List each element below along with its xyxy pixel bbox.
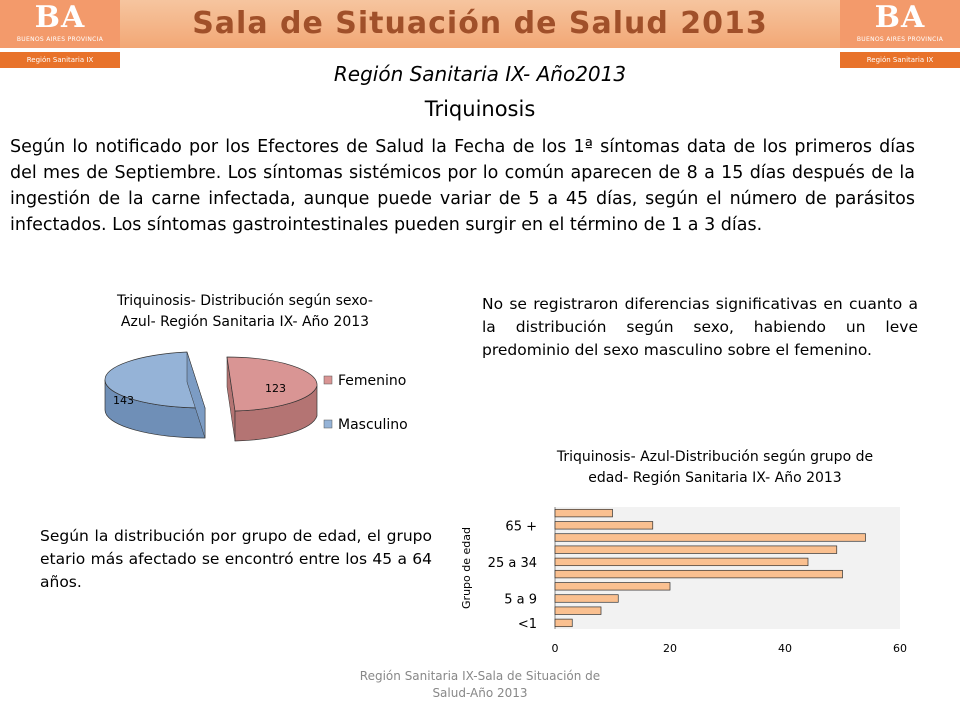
bar-45-a-64 bbox=[555, 534, 866, 542]
y-tick-label: 25 a 34 bbox=[487, 555, 537, 571]
bar-10-a-14 bbox=[555, 583, 670, 591]
page-title: Triquinosis bbox=[424, 97, 536, 121]
bar-1-a-4 bbox=[555, 607, 601, 615]
bar-chart-y-axis-label: Grupo de edad bbox=[460, 527, 473, 609]
x-tick-label: 0 bbox=[551, 642, 559, 655]
logo-region-text: Región Sanitaria IX bbox=[840, 52, 960, 68]
logo-ba-text: BA bbox=[874, 0, 926, 35]
bar-15-a-24 bbox=[555, 570, 843, 578]
bar-65- bbox=[555, 522, 653, 530]
legend-swatch-masculino bbox=[324, 420, 332, 428]
bar-chart bbox=[455, 495, 925, 675]
x-tick-label: 20 bbox=[663, 642, 677, 655]
legend-label-femenino: Femenino bbox=[338, 373, 407, 389]
bar-35-a-44 bbox=[555, 546, 837, 554]
header-title: Sala de Situación de Salud 2013 bbox=[192, 6, 768, 41]
legend-swatch-femenino bbox=[324, 376, 332, 384]
intro-paragraph: Según lo notificado por los Efectores de Salud la Fecha de los 1ª síntomas data de los primeros días del mes de Septiembre. Los síntomas sistémicos por lo común aparecen de 8 a 15 días después de la ingestión de la carne infectada, aunque puede variar de 5 a 45 días, según el número de parásitos infectados. Los síntomas gastrointestinales pueden surgir en el término de 1 a 3 días. bbox=[10, 137, 915, 235]
y-tick-label: 65 + bbox=[505, 519, 537, 535]
pie-chart-title bbox=[85, 291, 405, 333]
header-banner bbox=[120, 0, 840, 48]
pie-data-label-femenino: 123 bbox=[265, 382, 286, 395]
footer bbox=[330, 668, 630, 702]
pie-data-label-masculino: 143 bbox=[113, 394, 134, 407]
page-subtitle: Región Sanitaria IX- Año2013 bbox=[333, 62, 627, 86]
logo-left bbox=[0, 0, 120, 68]
age-distribution-note: Según la distribución por grupo de edad, el grupo etario más afectado se encontró entre los 45 a 64 años. bbox=[40, 527, 432, 591]
x-tick-label: 60 bbox=[893, 642, 907, 655]
y-tick-label: 5 a 9 bbox=[504, 592, 537, 608]
y-tick-label: <1 bbox=[517, 616, 537, 632]
bar-chart-y-ticks bbox=[488, 519, 537, 632]
logo-region-text: Región Sanitaria IX bbox=[0, 52, 120, 68]
bar-chart-title-line2: edad- Región Sanitaria IX- Año 2013 bbox=[588, 470, 842, 486]
logo-province-text: BUENOS AIRES PROVINCIA bbox=[16, 36, 104, 43]
logo-province-text: BUENOS AIRES PROVINCIA bbox=[856, 36, 944, 43]
bar-chart-title bbox=[530, 447, 900, 489]
bar-chart-title-line1: Triquinosis- Azul-Distribución según grupo de bbox=[556, 449, 874, 465]
legend-label-masculino: Masculino bbox=[338, 417, 408, 433]
pie-chart-title-line1: Triquinosis- Distribución según sexo- bbox=[117, 293, 373, 309]
x-tick-label: 40 bbox=[778, 642, 792, 655]
pie-chart-title-line2: Azul- Región Sanitaria IX- Año 2013 bbox=[120, 314, 370, 330]
logo-right bbox=[840, 0, 960, 68]
footer-line2: Salud-Año 2013 bbox=[432, 686, 528, 700]
pie-chart bbox=[95, 350, 435, 480]
footer-line1: Región Sanitaria IX-Sala de Situación de bbox=[359, 669, 601, 683]
bar-5-a-9 bbox=[555, 595, 618, 603]
sex-distribution-note: No se registraron diferencias significativas en cuanto a la distribución según sexo, habiendo un leve predominio del sexo masculino sobre el femenino. bbox=[482, 295, 918, 359]
bar-chart-x-ticks bbox=[552, 642, 908, 655]
logo-ba-text: BA bbox=[34, 0, 86, 35]
bar-s-d bbox=[555, 509, 613, 517]
bar-25-a-34 bbox=[555, 558, 808, 566]
bar--1 bbox=[555, 619, 572, 627]
